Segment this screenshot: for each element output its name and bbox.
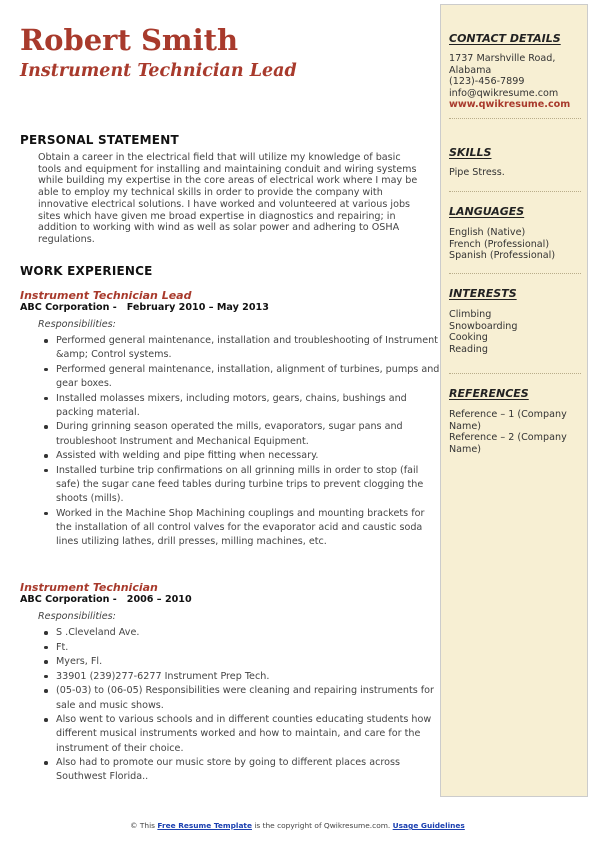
contact-address-line1: 1737 Marshville Road, (449, 53, 556, 64)
list-item: Performed general maintenance, installation and troubleshooting of Instrument &amp; Control systems. (56, 334, 440, 362)
job-bullet-list (38, 334, 440, 550)
skills-heading: SKILLS (449, 146, 492, 159)
list-item: Performed general maintenance, installation, alignment of turbines, pumps and gear boxes. (56, 363, 440, 391)
resume-header (20, 22, 420, 82)
job-company-dates (20, 594, 192, 605)
job-dates: February 2010 – May 2013 (126, 302, 269, 313)
list-item: Assisted with welding and pipe fitting when necessary. (56, 449, 440, 463)
language-item: French (Professional) (449, 238, 550, 250)
list-item: Worked in the Machine Shop Machining couplings and mounting brackets for the installation of all control valves for the evaporator acid and caustic soda lines utilizing lathes, drill presses, milling machines, etc. (56, 507, 440, 550)
usage-guidelines-link[interactable]: Usage Guidelines (392, 821, 465, 830)
job-title: Instrument Technician Lead (20, 289, 192, 302)
contact-details-heading: CONTACT DETAILS (449, 32, 561, 45)
contact-address-line2: Alabama (449, 64, 492, 76)
contact-details (449, 53, 581, 111)
job-dates: 2006 – 2010 (126, 594, 192, 605)
section-divider (449, 273, 581, 274)
list-item: S .Cleveland Ave. (56, 626, 440, 640)
reference-item: Reference – 1 (Company Name) (449, 409, 567, 432)
language-item: Spanish (Professional) (449, 250, 556, 262)
interest-item: Climbing (449, 309, 492, 320)
candidate-name: Robert Smith (20, 23, 239, 57)
interest-item: Reading (449, 343, 488, 355)
references-list (449, 409, 581, 455)
job-company-dates (20, 302, 269, 313)
list-item: During grinning season operated the mills, evaporators, sugar pans and troubleshoot Instrument and Mechanical Equipment. (56, 420, 440, 448)
languages-heading: LANGUAGES (449, 205, 525, 218)
list-item: Installed molasses mixers, including motors, gears, chains, bushings and packing material. (56, 392, 440, 420)
free-resume-template-link[interactable]: Free Resume Template (157, 821, 252, 830)
list-item: Ft. (56, 641, 440, 655)
section-divider (449, 373, 581, 374)
job-bullet-list (38, 626, 440, 785)
job-company: ABC Corporation - (20, 302, 117, 313)
personal-statement-heading: PERSONAL STATEMENT (20, 133, 179, 147)
reference-item: Reference – 2 (Company Name) (449, 432, 567, 455)
list-item: Also had to promote our music store by going to different places across Southwest Florida.. (56, 756, 440, 784)
language-item: English (Native) (449, 227, 526, 238)
responsibilities-label: Responsibilities: (38, 319, 116, 330)
work-experience-heading: WORK EXPERIENCE (20, 264, 153, 278)
interest-item: Snowboarding (449, 320, 518, 332)
languages-list (449, 227, 581, 262)
personal-statement-text: Obtain a career in the electrical field that will utilize my knowledge of basic tools and equipment for installing and maintaining conduit and wiring systems while building my expertise in the core areas of electrical work where I may be able to employ my technical skills in order to provide the company with innovative electrical solutions. I have worked and volunteered at various jobs sites which have given me broad expertise in diagnostics and repairing; in addition to working with wind as well as solar power and adhering to OSHA regulations. (38, 152, 418, 245)
references-heading: REFERENCES (449, 387, 529, 400)
section-divider (449, 191, 581, 192)
responsibilities-label: Responsibilities: (38, 611, 116, 622)
list-item: Myers, Fl. (56, 655, 440, 669)
interests-list (449, 309, 581, 355)
list-item: Also went to various schools and in different counties educating students how different musical instruments worked and how to maintain, and care for the instrument of their choice. (56, 713, 440, 756)
sidebar (440, 4, 588, 797)
skills-list (449, 167, 581, 179)
contact-phone: (123)-456-7899 (449, 76, 525, 88)
interests-heading: INTERESTS (449, 287, 517, 300)
list-item: 33901 (239)277-6277 Instrument Prep Tech. (56, 670, 440, 684)
list-item: (05-03) to (06-05) Responsibilities were cleaning and repairing instruments for sale and music shows. (56, 684, 440, 712)
footer-prefix: © This (130, 821, 158, 830)
contact-website[interactable]: www.qwikresume.com (449, 99, 571, 111)
contact-email[interactable]: info@qwikresume.com (449, 87, 559, 99)
section-divider (449, 118, 581, 119)
skill-item: Pipe Stress. (449, 167, 505, 178)
job-company: ABC Corporation - (20, 594, 117, 605)
list-item: Installed turbine trip confirmations on all grinning mills in order to stop (fail safe) the sugar cane feed tables during turbine trips to prevent clogging the shoots (mills). (56, 464, 440, 507)
footer-middle: is the copyright of Qwikresume.com. (251, 821, 393, 830)
footer (0, 821, 595, 830)
interest-item: Cooking (449, 332, 488, 344)
job-title: Instrument Technician (20, 581, 158, 594)
candidate-title: Instrument Technician Lead (20, 61, 297, 81)
